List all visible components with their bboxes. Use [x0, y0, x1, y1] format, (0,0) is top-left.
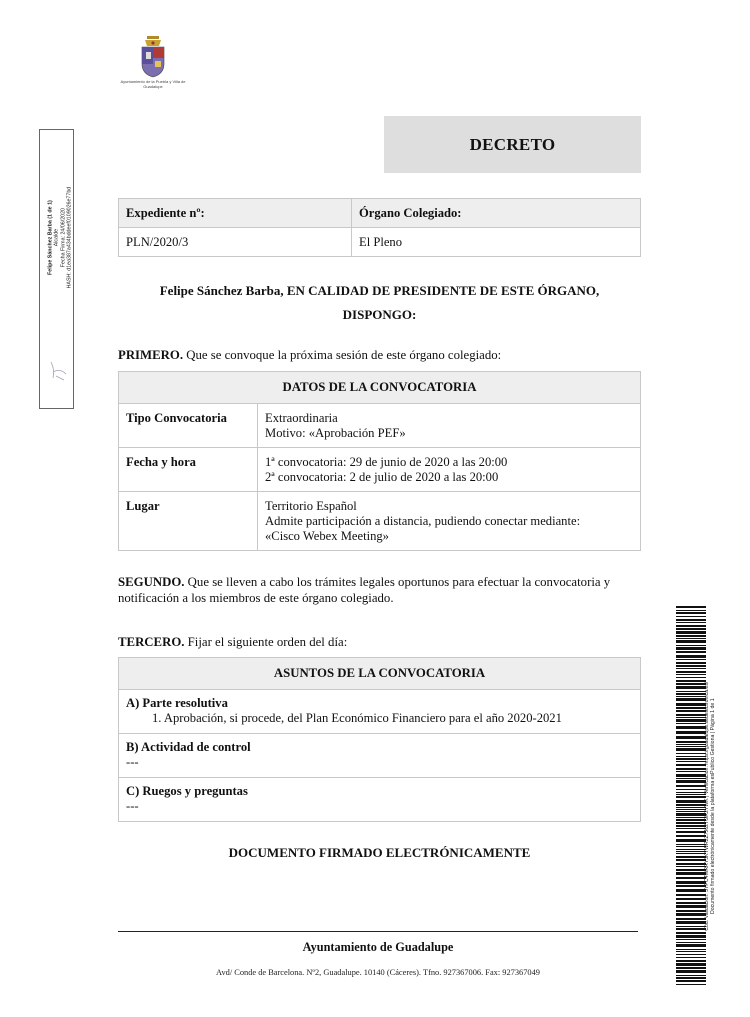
coat-of-arms-logo: [118, 36, 188, 96]
barcode-bar: [676, 970, 706, 973]
barcode-bar: [676, 665, 706, 667]
value-line: Extraordinaria: [265, 411, 338, 425]
barcode-bar: [676, 963, 706, 966]
barcode-bar: [676, 723, 706, 724]
barcode-bar: [676, 932, 706, 934]
barcode-bar: [676, 984, 706, 985]
barcode-bar: [676, 717, 706, 718]
table-row: [119, 448, 641, 492]
barcode-bar: [676, 926, 706, 927]
barcode-bar: [676, 698, 706, 701]
value-line: 1ª convocatoria: 29 de junio de 2020 a las 20:00: [265, 455, 508, 469]
segundo-paragraph: [118, 574, 641, 606]
table-header-row: [119, 372, 641, 404]
barcode-bar: [676, 846, 706, 847]
barcode-bar: [676, 859, 706, 861]
primero-label: PRIMERO.: [118, 348, 184, 362]
barcode-bar: [676, 616, 706, 617]
barcode-bar: [676, 825, 706, 827]
barcode-bar: [676, 741, 706, 743]
barcode-bar: [676, 693, 706, 695]
barcode-bar: [676, 606, 706, 608]
table-row: [119, 734, 641, 778]
barcode-bar: [676, 731, 706, 734]
dispongo-line: DISPONGO:: [342, 307, 417, 322]
platform-note: Documento firmado electrónicamente desde la plataforma esPublico Gestiona | Página 1 de 1: [710, 698, 716, 915]
barcode-bar: [676, 662, 706, 664]
primero-text: Que se convoque la próxima sesión de este órgano colegiado:: [183, 348, 502, 362]
barcode-bar: [676, 625, 706, 627]
asuntos-title: ASUNTOS DE LA CONVOCATORIA: [119, 658, 641, 690]
barcode-bar: [676, 939, 706, 940]
barcode-bar: [676, 638, 706, 639]
barcode-bar: [676, 612, 706, 614]
segundo-text: Que se lleven a cabo los trámites legales oportunos para efectuar la convocatoria y notificación a los miembros de este órgano colegiado.: [118, 575, 611, 605]
barcode-bar: [676, 640, 706, 643]
table-row: [119, 199, 641, 228]
row-value: [258, 492, 641, 551]
barcode-bar: [676, 680, 706, 682]
barcode-bar: [676, 804, 706, 806]
barcode-bar: [676, 683, 706, 685]
barcode-bar: [676, 819, 706, 821]
presidente-line: Felipe Sánchez Barba, EN CALIDAD DE PRESIDENTE DE ESTE ÓRGANO,: [159, 283, 600, 298]
barcode-bar: [676, 866, 706, 867]
signature-hash: HASH: d1ea387a434bddeef0109026e77bd: [66, 186, 73, 289]
tercero-text: Fijar el siguiente orden del día:: [184, 635, 348, 649]
barcode-bar: [676, 957, 706, 958]
barcode-bar: [676, 839, 706, 842]
barcode-bar: [676, 935, 706, 938]
barcode-bar: [676, 853, 706, 854]
barcode-bar: [676, 707, 706, 709]
barcode-bar: [676, 885, 706, 887]
value-line: Motivo: «Aprobación PEF»: [265, 426, 406, 440]
barcode-bar: [676, 835, 706, 837]
row-label: Fecha y hora: [119, 448, 258, 492]
verification-code: Cód. Validación: 3YPC4WRRY3KYWR2Z7J62TGR2YWK | Verificación: https://guadalupe.sedelectronica.es/: [703, 681, 710, 931]
barcode-bar: [676, 647, 706, 650]
section-title: A) Parte resolutiva: [126, 696, 228, 710]
value-line: «Cisco Webex Meeting»: [265, 529, 389, 543]
barcode-bar: [676, 877, 706, 879]
barcode-bar: [676, 768, 706, 770]
footer-organization: Ayuntamiento de Guadalupe: [302, 940, 454, 954]
table-row: [119, 690, 641, 734]
barcode-bar: [676, 714, 706, 716]
barcode-bar: [676, 856, 706, 858]
barcode-bar: [676, 851, 706, 852]
value-line: Territorio Español: [265, 499, 357, 513]
barcode-bar: [676, 809, 706, 810]
barcode-bar: [676, 696, 706, 697]
barcode-bar: [676, 817, 706, 818]
barcode-bar: [676, 796, 706, 798]
barcode-bar: [676, 811, 706, 812]
barcode-bar: [676, 889, 706, 892]
barcode-bar: [676, 980, 706, 982]
barcode-bar: [676, 758, 706, 760]
barcode-bar: [676, 753, 706, 754]
barcode-icon: [676, 606, 706, 986]
coat-of-arms-icon: [136, 36, 170, 78]
document-title: DECRETO: [384, 116, 641, 173]
table-row: [119, 778, 641, 822]
barcode-bar: [676, 628, 706, 630]
barcode-bar: [676, 792, 706, 793]
barcode-bar: [676, 794, 706, 795]
tercero-paragraph: [118, 635, 641, 650]
barcode-bar: [676, 789, 706, 790]
barcode-bar: [676, 951, 706, 952]
footer-address: Avd/ Conde de Barcelona. Nº2, Guadalupe. 10140 (Cáceres). Tfno. 927367006. Fax: 927367049: [216, 968, 540, 977]
organo-value: El Pleno: [352, 228, 641, 257]
barcode-bar: [676, 977, 706, 979]
barcode-bar: [676, 645, 706, 646]
barcode-bar: [676, 831, 706, 833]
section-title: B) Actividad de control: [126, 740, 251, 754]
barcode-bar: [676, 668, 706, 669]
verification-text: [704, 656, 716, 956]
barcode-bar: [676, 813, 706, 816]
section-title: C) Ruegos y preguntas: [126, 784, 248, 798]
barcode-bar: [676, 771, 706, 772]
barcode-bar: [676, 619, 706, 621]
barcode-bar: [676, 726, 706, 729]
barcode-bar: [676, 967, 706, 969]
barcode-bar: [676, 928, 706, 930]
expediente-label: Expediente nº:: [119, 199, 352, 228]
barcode-bar: [676, 881, 706, 884]
signature-date: Fecha Firma: 24/06/2020: [60, 208, 66, 268]
barcode-bar: [676, 703, 706, 706]
barcode-bar: [676, 905, 706, 908]
barcode-bar: [676, 746, 706, 747]
organo-label: Órgano Colegiado:: [352, 199, 641, 228]
barcode-bar: [676, 631, 706, 634]
tercero-label: TERCERO.: [118, 635, 185, 649]
barcode-bar: [676, 828, 706, 829]
barcode-bar: [676, 942, 706, 943]
barcode-bar: [676, 869, 706, 871]
barcode-bar: [676, 744, 706, 745]
signer-role: Alcalde: [53, 228, 60, 247]
expediente-value: PLN/2020/3: [119, 228, 352, 257]
asunto-section: [119, 778, 641, 822]
barcode-bar: [676, 778, 706, 779]
barcode-bar: [676, 800, 706, 803]
barcode-bar: [676, 913, 706, 916]
row-value: [258, 448, 641, 492]
barcode-bar: [676, 918, 706, 920]
barcode-bar: [676, 807, 706, 808]
signature-stamp-text: [47, 103, 72, 373]
barcode-bar: [676, 677, 706, 678]
asunto-section: [119, 734, 641, 778]
barcode-bar: [676, 761, 706, 762]
barcode-bar: [676, 686, 706, 689]
barcode-bar: [676, 655, 706, 658]
table-row: [119, 492, 641, 551]
barcode-bar: [676, 736, 706, 739]
barcode-bar: [676, 849, 706, 850]
segundo-label: SEGUNDO.: [118, 575, 185, 589]
barcode-bar: [676, 863, 706, 865]
barcode-bar: [676, 674, 706, 675]
section-item: ---: [126, 755, 139, 769]
signer-name: Felipe Sánchez Barba (1 de 1): [47, 200, 54, 275]
footer-divider: [118, 931, 638, 932]
barcode-bar: [676, 748, 706, 751]
barcode-bar: [676, 780, 706, 783]
convocatoria-table: [118, 371, 641, 551]
barcode-bar: [676, 764, 706, 766]
barcode-bar: [676, 898, 706, 900]
electronic-signature-note: DOCUMENTO FIRMADO ELECTRÓNICAMENTE: [228, 845, 531, 860]
value-line: 2ª convocatoria: 2 de julio de 2020 a las 20:00: [265, 470, 499, 484]
barcode-bar: [676, 691, 706, 692]
barcode-bar: [676, 756, 706, 757]
value-line: Admite participación a distancia, pudiendo conectar mediante:: [265, 514, 581, 528]
table-header-row: [119, 658, 641, 690]
barcode-bar: [676, 622, 706, 623]
barcode-bar: [676, 659, 706, 660]
barcode-bar: [676, 872, 706, 875]
barcode-bar: [676, 774, 706, 777]
barcode-bar: [676, 902, 706, 904]
signature-stamp: [39, 129, 74, 409]
barcode-bar: [676, 975, 706, 976]
presidente-statement: [118, 279, 641, 327]
barcode-bar: [676, 651, 706, 653]
barcode-bar: [676, 719, 706, 722]
barcode-bar: [676, 921, 706, 924]
asunto-section: [119, 690, 641, 734]
table-row: [119, 228, 641, 257]
primero-paragraph: [118, 348, 641, 363]
logo-caption: Ayuntamiento de la Puebla y Villa de Guadalupe: [120, 79, 186, 89]
section-item: 1. Aprobación, si procede, del Plan Económico Financiero para el año 2020-2021: [152, 711, 562, 725]
barcode-bar: [676, 822, 706, 824]
expediente-table: [118, 198, 641, 257]
row-value: [258, 404, 641, 448]
barcode-bar: [676, 844, 706, 845]
barcode-bar: [676, 785, 706, 787]
row-label: Tipo Convocatoria: [119, 404, 258, 448]
handwritten-signature-icon: [48, 358, 70, 382]
barcode-bar: [676, 610, 706, 611]
table-row: [119, 404, 641, 448]
asuntos-table: [118, 657, 641, 822]
barcode-bar: [676, 960, 706, 962]
barcode-bar: [676, 954, 706, 955]
barcode-bar: [676, 894, 706, 896]
barcode-bar: [676, 671, 706, 673]
barcode-bar: [676, 949, 706, 950]
convocatoria-title: DATOS DE LA CONVOCATORIA: [119, 372, 641, 404]
section-item: ---: [126, 799, 139, 813]
barcode-bar: [676, 635, 706, 637]
row-label: Lugar: [119, 492, 258, 551]
barcode-bar: [676, 944, 706, 947]
barcode-bar: [676, 910, 706, 912]
barcode-bar: [676, 710, 706, 712]
